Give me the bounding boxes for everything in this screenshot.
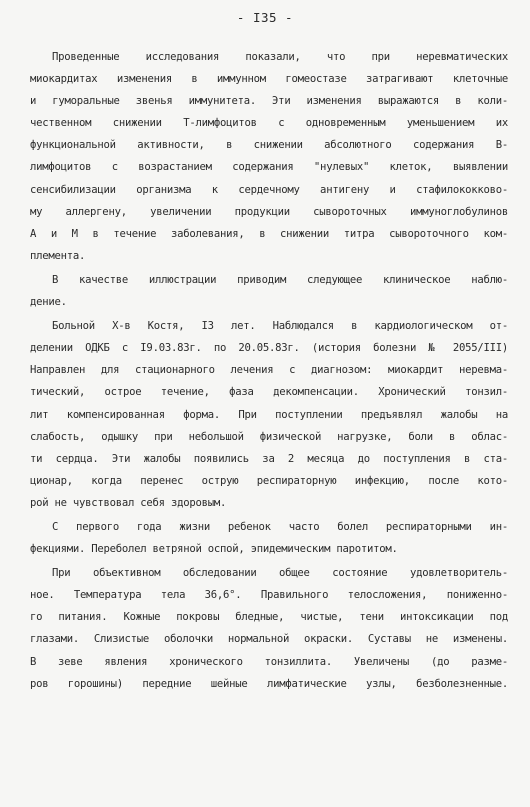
text-line: дение.: [30, 296, 67, 309]
text-line: В качестве иллюстрации приводим следующее клиническое наблю-: [52, 273, 508, 286]
text-line: слабость, одышку при небольшой физической нагрузке, боли в облас-: [30, 430, 508, 443]
text-line: ти сердца. Эти жалобы появились за 2 месяца до поступления в ста-: [30, 452, 508, 465]
text-line: сенсибилизации организма к сердечному антигену и стафилококково-: [30, 183, 508, 196]
paragraph-patient: [30, 315, 508, 514]
text-line: чественном снижении Т-лимфоцитов с одновременным уменьшением их: [30, 117, 508, 130]
text-line: Больной Х-в Костя, I3 лет. Наблюдался в кардиологическом от-: [52, 320, 508, 333]
text-line: тический, острое течение, фаза декомпенсации. Хронический тонзил-: [30, 386, 508, 399]
text-line: С первого года жизни ребенок часто болел респираторными ин-: [52, 520, 508, 533]
page-number: - I35 -: [236, 10, 294, 25]
paragraph-findings: [30, 46, 508, 267]
text-line: ционар, когда перенес острую респираторную инфекцию, после кото-: [30, 474, 508, 487]
paragraph-illustration: [30, 269, 508, 313]
text-line: функциональной активности, в снижении абсолютного содержания В-: [30, 139, 508, 152]
document-body: [30, 46, 508, 695]
text-line: В зеве явления хронического тонзиллита. Увеличены (до разме-: [30, 655, 508, 668]
text-line: Направлен для стационарного лечения с диагнозом: миокардит неревма-: [30, 364, 508, 377]
text-line: му аллергену, увеличении продукции сывороточных иммуноглобулинов: [30, 205, 508, 218]
paragraph-history: [30, 516, 508, 560]
text-line: Проведенные исследования показали, что при неревматических: [52, 51, 508, 63]
text-line: фекциями. Переболел ветряной оспой, эпидемическим паротитом.: [30, 543, 398, 556]
text-line: лимфоцитов с возрастанием содержания "нулевых" клеток, выявлении: [30, 161, 508, 174]
text-line: ное. Температура тела 36,6°. Правильного телосложения, пониженно-: [30, 589, 508, 602]
text-line: го питания. Кожные покровы бледные, чистые, тени интоксикации под: [30, 611, 508, 624]
text-line: племента.: [30, 249, 86, 262]
text-line: А и М в течение заболевания, в снижении титра сывороточного ком-: [30, 227, 508, 240]
text-line: лит компенсированная форма. При поступлении предъявлял жалобы на: [30, 408, 508, 421]
paragraph-examination: [30, 562, 508, 695]
text-line: делении ОДКБ с I9.03.83г. по 20.05.83г. (история болезни № 2055/III): [30, 342, 508, 355]
text-line: ров горошины) передние шейные лимфатические узлы, безболезненные.: [30, 677, 508, 690]
text-line: и гуморальные звенья иммунитета. Эти изменения выражаются в коли-: [30, 95, 508, 108]
text-line: При объективном обследовании общее состояние удовлетворитель-: [52, 567, 508, 580]
text-line: глазами. Слизистые оболочки нормальной окраски. Суставы не изменены.: [30, 633, 508, 646]
text-line: рой не чувствовал себя здоровым.: [30, 496, 227, 509]
text-line: миокардитах изменения в иммунном гомеостазе затрагивают клеточные: [30, 73, 508, 86]
